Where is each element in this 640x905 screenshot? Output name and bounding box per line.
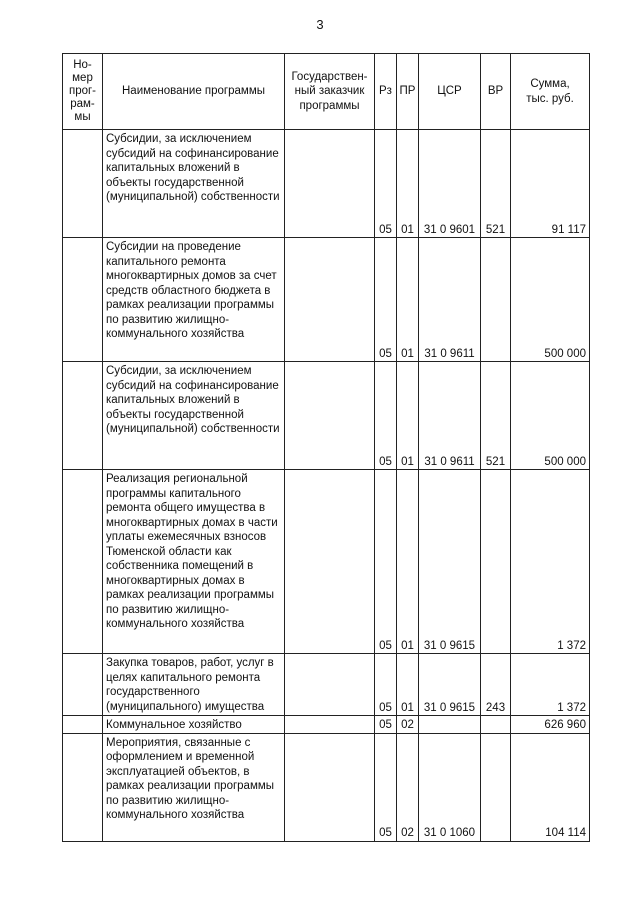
cell-sum: 91 117 — [511, 130, 590, 238]
page-number: 3 — [316, 17, 324, 32]
cell-sum: 626 960 — [511, 716, 590, 734]
cell-rz: 05 — [375, 130, 397, 238]
table-row — [63, 733, 590, 841]
cell-program-number — [63, 470, 103, 654]
cell-pr: 01 — [397, 362, 419, 470]
cell-sum: 1 372 — [511, 470, 590, 654]
cell-sum: 104 114 — [511, 733, 590, 841]
cell-csr: 31 0 9601 — [419, 130, 481, 238]
cell-vr — [481, 470, 511, 654]
header-sum: Сумма, тыс. руб. — [511, 54, 590, 130]
cell-program-name: Субсидии на проведение капитального ремонта многоквартирных домов за счет средств областного бюджета в рамках реализации программы по развитию жилищно-коммунального хозяйства — [103, 238, 285, 362]
cell-rz: 05 — [375, 238, 397, 362]
cell-rz: 05 — [375, 733, 397, 841]
cell-pr: 01 — [397, 238, 419, 362]
cell-program-name: Закупка товаров, работ, услуг в целях капитального ремонта государственного (муниципального) имущества — [103, 654, 285, 716]
header-rz: Рз — [375, 54, 397, 130]
cell-program-name: Мероприятия, связанные с оформлением и временной эксплуатацией объектов, в рамках реализации программы по развитию жилищно-коммунального хозяйства — [103, 733, 285, 841]
table-row — [63, 130, 590, 238]
table-row — [63, 654, 590, 716]
cell-program-number — [63, 238, 103, 362]
cell-vr — [481, 733, 511, 841]
cell-state-customer — [285, 654, 375, 716]
cell-program-number — [63, 362, 103, 470]
cell-csr: 31 0 9615 — [419, 654, 481, 716]
header-csr: ЦСР — [419, 54, 481, 130]
cell-program-number — [63, 716, 103, 734]
cell-state-customer — [285, 238, 375, 362]
cell-pr: 02 — [397, 733, 419, 841]
table-row — [63, 470, 590, 654]
cell-csr: 31 0 9611 — [419, 238, 481, 362]
header-row — [63, 54, 590, 130]
cell-program-name: Субсидии, за исключением субсидий на софинансирование капитальных вложений в объекты государственной (муниципальной) собственности — [103, 130, 285, 238]
cell-state-customer — [285, 470, 375, 654]
cell-program-name: Коммунальное хозяйство — [103, 716, 285, 734]
cell-state-customer — [285, 362, 375, 470]
cell-program-name: Реализация региональной программы капитального ремонта общего имущества в многоквартирных домах в части уплаты ежемесячных взносов Тюменской области как собственника помещений в многоквартирных домах в рамках реализации программы по развитию жилищно-коммунального хозяйства — [103, 470, 285, 654]
cell-csr: 31 0 9611 — [419, 362, 481, 470]
cell-pr: 02 — [397, 716, 419, 734]
cell-pr: 01 — [397, 130, 419, 238]
table-row — [63, 362, 590, 470]
cell-pr: 01 — [397, 654, 419, 716]
cell-state-customer — [285, 130, 375, 238]
cell-csr: 31 0 1060 — [419, 733, 481, 841]
cell-vr — [481, 238, 511, 362]
header-state-customer: Государствен- ный заказчик программы — [285, 54, 375, 130]
cell-vr: 521 — [481, 130, 511, 238]
table-row — [63, 238, 590, 362]
cell-rz: 05 — [375, 470, 397, 654]
cell-vr: 521 — [481, 362, 511, 470]
cell-vr — [481, 716, 511, 734]
cell-rz: 05 — [375, 716, 397, 734]
cell-program-number — [63, 130, 103, 238]
cell-sum: 500 000 — [511, 362, 590, 470]
header-program-name: Наименование программы — [103, 54, 285, 130]
cell-state-customer — [285, 733, 375, 841]
cell-sum: 500 000 — [511, 238, 590, 362]
cell-program-number — [63, 654, 103, 716]
cell-program-number — [63, 733, 103, 841]
cell-rz: 05 — [375, 654, 397, 716]
cell-pr: 01 — [397, 470, 419, 654]
header-pr: ПР — [397, 54, 419, 130]
cell-program-name: Субсидии, за исключением субсидий на софинансирование капитальных вложений в объекты государственной (муниципальной) собственности — [103, 362, 285, 470]
cell-state-customer — [285, 716, 375, 734]
budget-table — [62, 53, 590, 842]
cell-sum: 1 372 — [511, 654, 590, 716]
cell-rz: 05 — [375, 362, 397, 470]
header-vr: ВР — [481, 54, 511, 130]
cell-vr: 243 — [481, 654, 511, 716]
cell-csr — [419, 716, 481, 734]
header-program-number: Но- мер прог- рам- мы — [63, 54, 103, 130]
table-row — [63, 716, 590, 734]
cell-csr: 31 0 9615 — [419, 470, 481, 654]
